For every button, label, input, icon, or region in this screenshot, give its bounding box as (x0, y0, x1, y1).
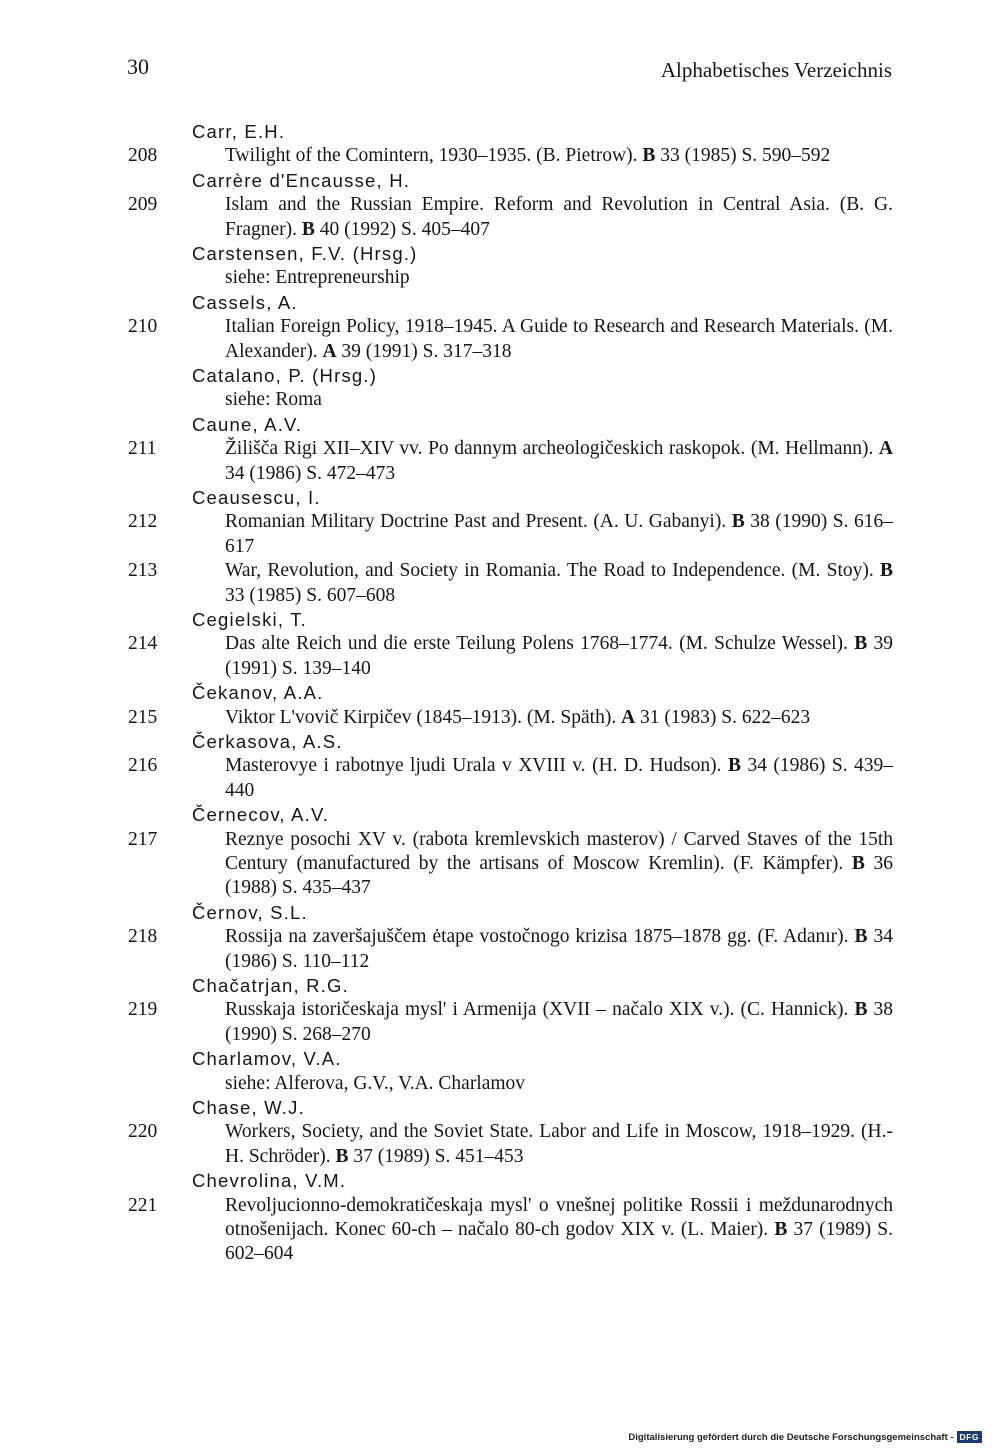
running-head: Alphabetisches Verzeichnis (660, 58, 892, 82)
entry-text (225, 315, 893, 364)
author-heading: Caune, A.V. (192, 413, 303, 435)
entry-number: 213 (128, 560, 158, 582)
review-entry (0, 193, 1000, 242)
author-heading: Čekanov, A.A. (192, 682, 324, 704)
entry-text (225, 925, 893, 974)
cross-reference-text: siehe: Alferova, G.V., V.A. Charlamov (225, 1072, 526, 1094)
author-heading: Chase, W.J. (192, 1097, 305, 1119)
entry-number: 215 (128, 706, 158, 728)
entry-title: Viktor L'vovič Kirpičev (1845–1913). (M. Späth). (225, 706, 617, 728)
entry-title: Masterovye i rabotnye ljudi Urala v XVIII v. (H. D. Hudson). (225, 755, 722, 777)
review-entry (0, 1194, 1000, 1267)
review-entry (0, 437, 1000, 486)
author-heading: Catalano, P. (Hrsg.) (192, 365, 378, 386)
author-heading: Čerkasova, A.S. (192, 731, 343, 753)
journal-reference: 34 (1986) S. 472–473 (225, 462, 396, 484)
cross-reference (0, 1072, 1000, 1096)
entry-number: 218 (128, 926, 158, 948)
entry-number: 220 (128, 1121, 158, 1143)
author-heading: Cegielski, T. (192, 609, 307, 631)
review-entry (0, 1120, 1000, 1169)
journal-series: B (301, 218, 315, 240)
journal-series: B (854, 633, 868, 655)
author-heading: Charlamov, V.A. (192, 1048, 342, 1070)
author-heading: Chevrolina, V.M. (192, 1170, 347, 1192)
journal-reference: 34 (1986) S. 110–112 (225, 926, 894, 972)
review-entry (0, 510, 1000, 559)
journal-series: B (335, 1145, 349, 1167)
journal-series: A (322, 340, 337, 362)
entry-number: 214 (128, 633, 158, 655)
journal-reference: 33 (1985) S. 607–608 (225, 584, 396, 606)
entry-title: War, Revolution, and Society in Romania. The Road to Independence. (M. Stoy). (225, 560, 874, 582)
author-heading: Cassels, A. (192, 291, 298, 313)
review-entry (0, 754, 1000, 803)
author-heading: Černov, S.L. (192, 901, 308, 923)
cross-reference (0, 388, 1000, 412)
journal-reference: 33 (1985) S. 590–592 (660, 145, 831, 167)
entry-text (225, 1120, 893, 1169)
review-entry (0, 925, 1000, 974)
review-entry (0, 559, 1000, 608)
cross-reference-text: siehe: Roma (225, 389, 322, 411)
entry-title: Italian Foreign Policy, 1918–1945. A Guide to Research and Research Materials. (M. Alexander). (225, 316, 893, 362)
review-entry (0, 632, 1000, 681)
entry-title: Žilišča Rigi XII–XIV vv. Po dannym archeologičeskich raskopok. (M. Hellmann). (225, 438, 874, 460)
entry-text (225, 144, 893, 168)
journal-reference: 31 (1983) S. 622–623 (640, 706, 811, 728)
page-number: 30 (127, 54, 149, 79)
entry-title: Twilight of the Comintern, 1930–1935. (B. Pietrow). (225, 145, 638, 167)
author-heading: Chačatrjan, R.G. (192, 975, 349, 997)
author-heading: Ceausescu, I. (192, 487, 321, 508)
entry-number: 216 (128, 755, 158, 777)
entry-text (225, 998, 893, 1047)
review-entry (0, 144, 1000, 168)
entry-number: 208 (128, 145, 158, 167)
dfg-logo: DFG (957, 1431, 982, 1443)
entry-number: 211 (128, 438, 157, 460)
journal-reference: 39 (1991) S. 139–140 (225, 633, 894, 679)
entry-title: Workers, Society, and the Soviet State. Labor and Life in Moscow, 1918–1929. (H.-H. Schröder). (225, 1121, 893, 1167)
entry-title: Reznye posochi XV v. (rabota kremlevskich masterov) / Carved Staves of the 15th Century (manufactured by the artisans of Moscow Kremlin). (F. Kämpfer). (225, 828, 893, 875)
journal-reference: 40 (1992) S. 405–407 (319, 218, 490, 240)
entry-text (225, 754, 893, 803)
entry-text (225, 510, 893, 559)
review-entry (0, 998, 1000, 1047)
journal-series: B (851, 853, 865, 875)
journal-reference: 37 (1989) S. 451–453 (353, 1145, 524, 1167)
entry-title: Romanian Military Doctrine Past and Present. (A. U. Gabanyi). (225, 511, 727, 533)
review-entry (0, 706, 1000, 730)
journal-reference: 39 (1991) S. 317–318 (341, 340, 512, 362)
entry-text (225, 559, 893, 608)
journal-reference: 38 (1990) S. 268–270 (225, 999, 894, 1045)
entry-number: 221 (128, 1194, 158, 1216)
entry-title: Das alte Reich und die erste Teilung Polens 1768–1774. (M. Schulze Wessel). (225, 633, 848, 655)
entry-number: 210 (128, 316, 158, 338)
journal-series: B (727, 755, 741, 777)
entry-number: 217 (128, 828, 158, 850)
review-entry (0, 315, 1000, 364)
cross-reference (0, 266, 1000, 290)
entry-title: Islam and the Russian Empire. Reform and Revolution in Central Asia. (B. G. Fragner). (225, 194, 893, 240)
entry-number: 212 (128, 511, 158, 533)
entry-title: Revoljucionno-demokratičeskaja mysl' o vnešnej politike Rossii i meždunarodnych otnošenijach. Konec 60-ch – načalo 80-ch godov XIX v. (L. Maier). (225, 1194, 893, 1241)
entry-number: 209 (128, 194, 158, 216)
journal-series: B (774, 1219, 788, 1241)
author-heading: Carr, E.H. (192, 121, 286, 142)
entry-text (225, 632, 893, 681)
author-heading: Carrère d'Encausse, H. (192, 169, 411, 191)
entry-number: 219 (128, 999, 158, 1021)
entry-text (225, 437, 893, 486)
journal-reference: 38 (1990) S. 616–617 (225, 511, 893, 557)
digitization-footer (628, 1431, 982, 1443)
journal-reference: 34 (1986) S. 439–440 (225, 755, 894, 801)
footer-text: Digitalisierung gefördert durch die Deutsche Forschungsgemeinschaft - (628, 1431, 954, 1443)
author-heading: Carstensen, F.V. (Hrsg.) (192, 243, 418, 264)
review-entry (0, 828, 1000, 901)
journal-series: B (879, 560, 893, 582)
journal-series: A (621, 706, 636, 728)
journal-series: B (731, 511, 745, 533)
cross-reference-text: siehe: Entrepreneurship (225, 267, 410, 289)
index-entries (0, 120, 1000, 1267)
journal-reference: 36 (1988) S. 435–437 (225, 853, 894, 899)
entry-title: Rossija na zaveršajuščem ėtape vostočnogo krizisa 1875–1878 gg. (F. Adanır). (225, 926, 849, 948)
journal-series: B (642, 145, 656, 167)
journal-series: A (878, 438, 894, 460)
entry-title: Russkaja istoričeskaja mysl' i Armenija (XVII – načalo XIX v.). (C. Hannick). (225, 999, 849, 1021)
author-heading: Černecov, A.V. (192, 804, 330, 826)
journal-reference: 37 (1989) S. 602–604 (225, 1219, 894, 1265)
entry-text (225, 828, 893, 901)
entry-text (225, 193, 893, 242)
entry-text (225, 1194, 893, 1267)
journal-series: B (854, 926, 868, 948)
entry-text (225, 706, 893, 730)
journal-series: B (854, 999, 868, 1021)
